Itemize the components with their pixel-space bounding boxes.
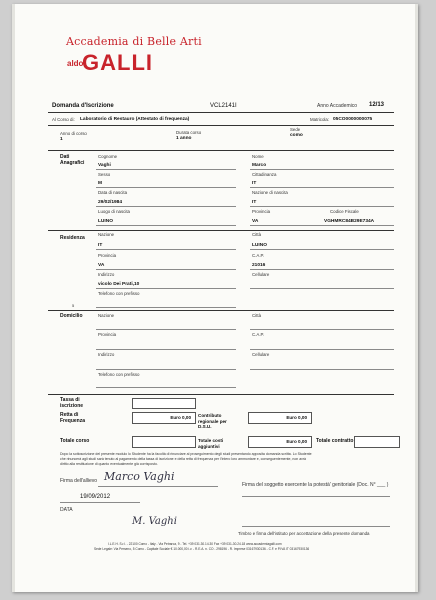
page-edge-left [12, 4, 15, 592]
divider [48, 150, 394, 151]
anno-accademico-value: 12/13 [369, 102, 385, 108]
provincia-nascita-value: VA [252, 219, 259, 224]
cittadinanza-label: Cittadinanza [252, 172, 277, 177]
codice-fiscale-value: VGHMRC84B29E734A [324, 219, 375, 224]
totale-costi-box [248, 436, 312, 448]
field-line [96, 349, 236, 350]
res-citta-label: Città [252, 232, 262, 237]
cittadinanza-value: IT [252, 181, 257, 186]
res-cap-label: C.A.P. [252, 253, 265, 258]
anno-corso-value: 1 [60, 137, 63, 142]
totale-corso-label: Totale corso [60, 438, 90, 444]
note-line-2: che rinuncerà agli studi sarà tenuto al pagamento della tassa di iscrizione e della retta di frequenza per l'intero loro ammontare e, conseguentemente, non avrà [60, 457, 307, 461]
durata-label: Durata corso [176, 130, 202, 135]
contributo-value: Euro 0,00 [286, 415, 307, 420]
application-form-page [12, 4, 418, 592]
contributo-box [248, 412, 312, 424]
res-nazione-value: IT [98, 243, 103, 248]
sesso-label: Sesso [98, 172, 111, 177]
field-line [96, 249, 236, 250]
form-title: Domanda d'Iscrizione [52, 103, 114, 109]
dom-cellulare-label: Cellulare [252, 352, 270, 357]
luogo-value: LUINO [98, 219, 113, 224]
firma-allievo-label: Firma dell'allievo [60, 478, 98, 484]
anno-accademico-label: Anno Accademico [317, 103, 358, 109]
totale-costi-label: Totale costi aggiuntivi [198, 438, 224, 449]
retta-label: Retta di Frequenza [60, 412, 86, 424]
field-line [96, 329, 236, 330]
dom-telefono-label: Telefono con prefisso [98, 372, 140, 377]
firma-genitore-label: Firma del soggetto esercente la potestà' genitoriale (Doc. N° ___ ) [242, 482, 389, 488]
dom-indirizzo-label: Indirizzo [98, 352, 115, 357]
field-line [250, 206, 394, 207]
field-line [250, 249, 394, 250]
totale-corso-box [132, 436, 196, 448]
academy-name: Accademia di Belle Arti [66, 35, 202, 48]
field-line [250, 288, 394, 289]
contributo-label: Contributo regionale per D.S.U. [198, 413, 227, 429]
date-line [60, 502, 140, 503]
provincia-nascita-label: Provincia [252, 209, 271, 214]
retta-value: Euro 0,00 [170, 415, 191, 420]
res-telefono-label: Telefono con prefisso [98, 291, 140, 296]
data-value: 19/09/2012 [80, 494, 111, 500]
field-line [250, 329, 394, 330]
dom-nazione-label: Nazione [98, 313, 115, 318]
res-provincia-value: VA [98, 263, 105, 268]
codice-fiscale-label: Codice Fiscale [330, 209, 359, 214]
matricola-label: Matricola: [310, 117, 330, 122]
retta-box [132, 412, 196, 424]
nome-label: Nome [252, 154, 264, 159]
divider [48, 112, 394, 113]
field-line [250, 187, 394, 188]
tassa-label: Tassa di iscrizione [60, 397, 84, 409]
dom-provincia-label: Provincia [98, 332, 117, 337]
field-line [250, 169, 394, 170]
res-nazione-label: Nazione [98, 232, 115, 237]
nome-value: Marco [252, 163, 267, 168]
divider [48, 394, 394, 395]
page-edge-right [415, 4, 418, 592]
matricola-value: 05CO0000000075 [333, 117, 373, 122]
res-cap-value: 21016 [252, 263, 266, 268]
note-line-3: diritto alla restituzione di quanto eventualmente già corrisposto. [60, 462, 158, 466]
field-line [96, 206, 236, 207]
field-line [96, 307, 236, 308]
field-line [96, 387, 236, 388]
institute-signature: M. Vaghi [132, 516, 177, 527]
totale-costi-value: Euro 0,00 [286, 439, 307, 444]
totale-contratto-box [354, 436, 400, 448]
tassa-box [132, 398, 196, 409]
res-indirizzo-label: Indirizzo [98, 272, 115, 277]
signature-line [98, 486, 218, 487]
field-line [96, 169, 236, 170]
anno-corso-label: Anno di corso [60, 131, 87, 136]
field-line [96, 369, 236, 370]
res-cellulare-label: Cellulare [252, 272, 270, 277]
section-domicilio: Domicilio [60, 313, 83, 319]
sesso-value: M [98, 181, 102, 186]
sede-label: Sede [290, 127, 301, 132]
divider [48, 310, 394, 311]
divider [48, 125, 394, 126]
signature-line [242, 526, 390, 527]
signature-line [242, 496, 390, 497]
dom-cap-label: C.A.P. [252, 332, 265, 337]
field-line [96, 187, 236, 188]
corso-label: Al Corso di: [52, 117, 75, 122]
nazione-nascita-label: Nazione di nascita [252, 190, 288, 195]
field-line [96, 288, 236, 289]
luogo-label: Luogo di nascita [98, 209, 130, 214]
field-line [96, 269, 236, 270]
student-signature: Marco Vaghi [104, 470, 175, 483]
cognome-value: Vaghi [98, 163, 111, 168]
firma-istituto-label: Timbro e firma dell'istituto per accettazione della presente domanda [238, 531, 370, 536]
divider [48, 230, 394, 231]
dom-citta-label: Città [252, 313, 262, 318]
sede-value: como [290, 133, 303, 138]
res-citta-value: LUINO [252, 243, 267, 248]
nascita-label: Data di nascita [98, 190, 128, 195]
note-line-1: Dopo la sottoscrizione del presente modulo lo Studente ha la facoltà di rinunciare al proseguimento degli studi presentando apposita domanda scritta. Lo Studente [60, 452, 312, 456]
field-line [250, 269, 394, 270]
form-code: VCL2141I [210, 103, 237, 109]
field-line [250, 225, 394, 226]
field-line [96, 225, 236, 226]
nazione-nascita-value: IT [252, 200, 257, 205]
stray-mark: 5 [72, 303, 75, 308]
section-anagrafici: Dati Anagrafici [60, 154, 85, 166]
nascita-value: 29/02/1984 [98, 200, 123, 205]
logo-galli: GALLI [82, 50, 153, 75]
durata-value: 1 anno [176, 136, 192, 141]
corso-value: Laboratorio di Restauro (Attestato di frequenza) [80, 117, 190, 122]
footer-line-1: I.L.E.H. S.r.l. - 22100 Como - Italy - Via Petrarca, 9 - Tel. +39 031.30.14.30 Fax +39 031-30.24.18 www.accademiagalli.com [108, 542, 282, 546]
res-indirizzo-value: vicolo Dei Prati,10 [98, 282, 140, 287]
data-label: DATA [60, 507, 73, 513]
totale-contratto-label: Totale contratto [316, 438, 354, 444]
cognome-label: Cognome [98, 154, 118, 159]
logo-prefix: aldo [67, 59, 84, 68]
res-provincia-label: Provincia [98, 253, 117, 258]
section-residenza: Residenza [60, 235, 85, 241]
field-line [250, 349, 394, 350]
field-line [250, 369, 394, 370]
footer-line-2: Sede Legale: Via Perseno, 5 Como - Capitale Sociale € 10.000,00 i.v. - R.E.A. n. CO - 298196 - R. Imprese 03167930136 - C.F. e P.IVA IT 03167930136 [94, 547, 310, 551]
